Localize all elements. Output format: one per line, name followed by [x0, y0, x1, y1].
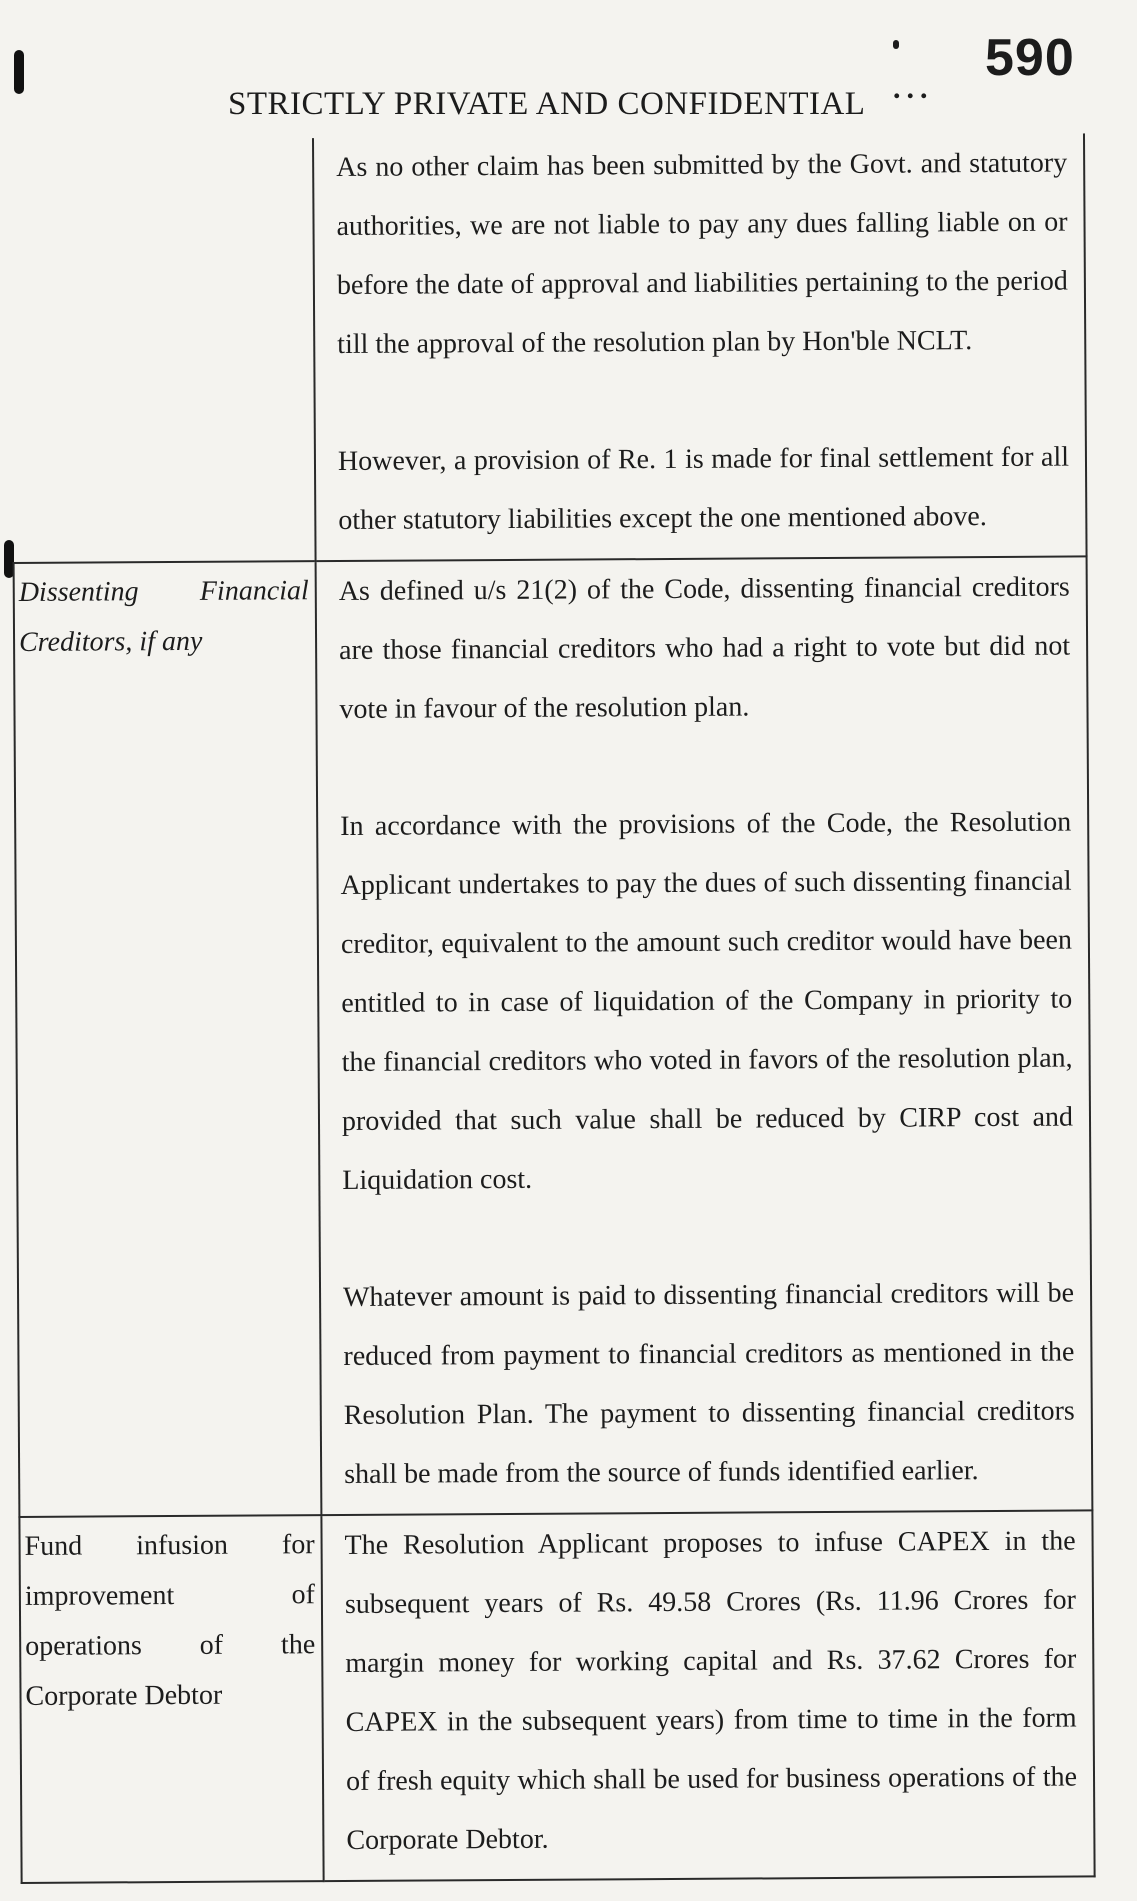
row-content-cell	[321, 1510, 1094, 1881]
table-row	[11, 133, 1087, 563]
paragraph: Whatever amount is paid to dissenting financial creditors will be reduced from payment to financial creditors as mentioned in the Resolution Plan. The payment to dissenting financial creditors shall be made from the source of funds identified earlier.	[342, 1277, 1075, 1490]
page-number: 590	[985, 29, 1075, 87]
table-row	[19, 1510, 1094, 1883]
paragraph: The Resolution Applicant proposes to infuse CAPEX in the subsequent years of Rs. 49.58 Crores (Rs. 11.96 Crores for margin money for working capital and Rs. 37.62 Crores for CAPEX in the subsequent years) from time to time in the form of fresh equity which shall be used for business operations of the Corporate Debtor.	[344, 1525, 1078, 1856]
confidentiality-header: STRICTLY PRIVATE AND CONFIDENTIAL	[228, 86, 866, 122]
row-label	[15, 142, 306, 144]
binding-mark	[14, 50, 24, 94]
row-content-cell	[313, 133, 1087, 561]
row-label: Fund infusion for improvement of operations of the Corporate Debtor	[24, 1529, 316, 1712]
row-label: Dissenting Financial Creditors, if any	[18, 575, 309, 658]
resolution-plan-table	[10, 133, 1096, 1884]
paragraph: However, a provision of Re. 1 is made for final settlement for all other statutory liabilities except the one mentioned above.	[337, 441, 1070, 537]
header-marks: ...	[893, 72, 934, 105]
paragraph: As no other claim has been submitted by the Govt. and statutory authorities, we are not liable to pay any dues falling liable on or before the date of approval and liabilities pertaining to the period till the approval of the resolution plan by Hon'ble NCLT.	[336, 147, 1068, 361]
row-label-cell	[11, 138, 316, 563]
row-content-cell	[316, 556, 1093, 1515]
row-label-cell	[19, 1515, 323, 1883]
table-row	[14, 556, 1093, 1517]
row-label-cell	[14, 561, 322, 1517]
paragraph: In accordance with the provisions of the Code, the Resolution Applicant undertakes to pay the dues of such dissenting financial creditor, equivalent to the amount such creditor would have been entitled to in case of liquidation of the Company in priority to the financial creditors who voted in favors of the resolution plan, provided that such value shall be reduced by CIRP cost and Liquidation cost.	[340, 806, 1074, 1196]
ink-dot	[893, 40, 899, 49]
paragraph: As defined u/s 21(2) of the Code, dissenting financial creditors are those financial creditors who had a right to vote but did not vote in favour of the resolution plan.	[338, 571, 1071, 725]
